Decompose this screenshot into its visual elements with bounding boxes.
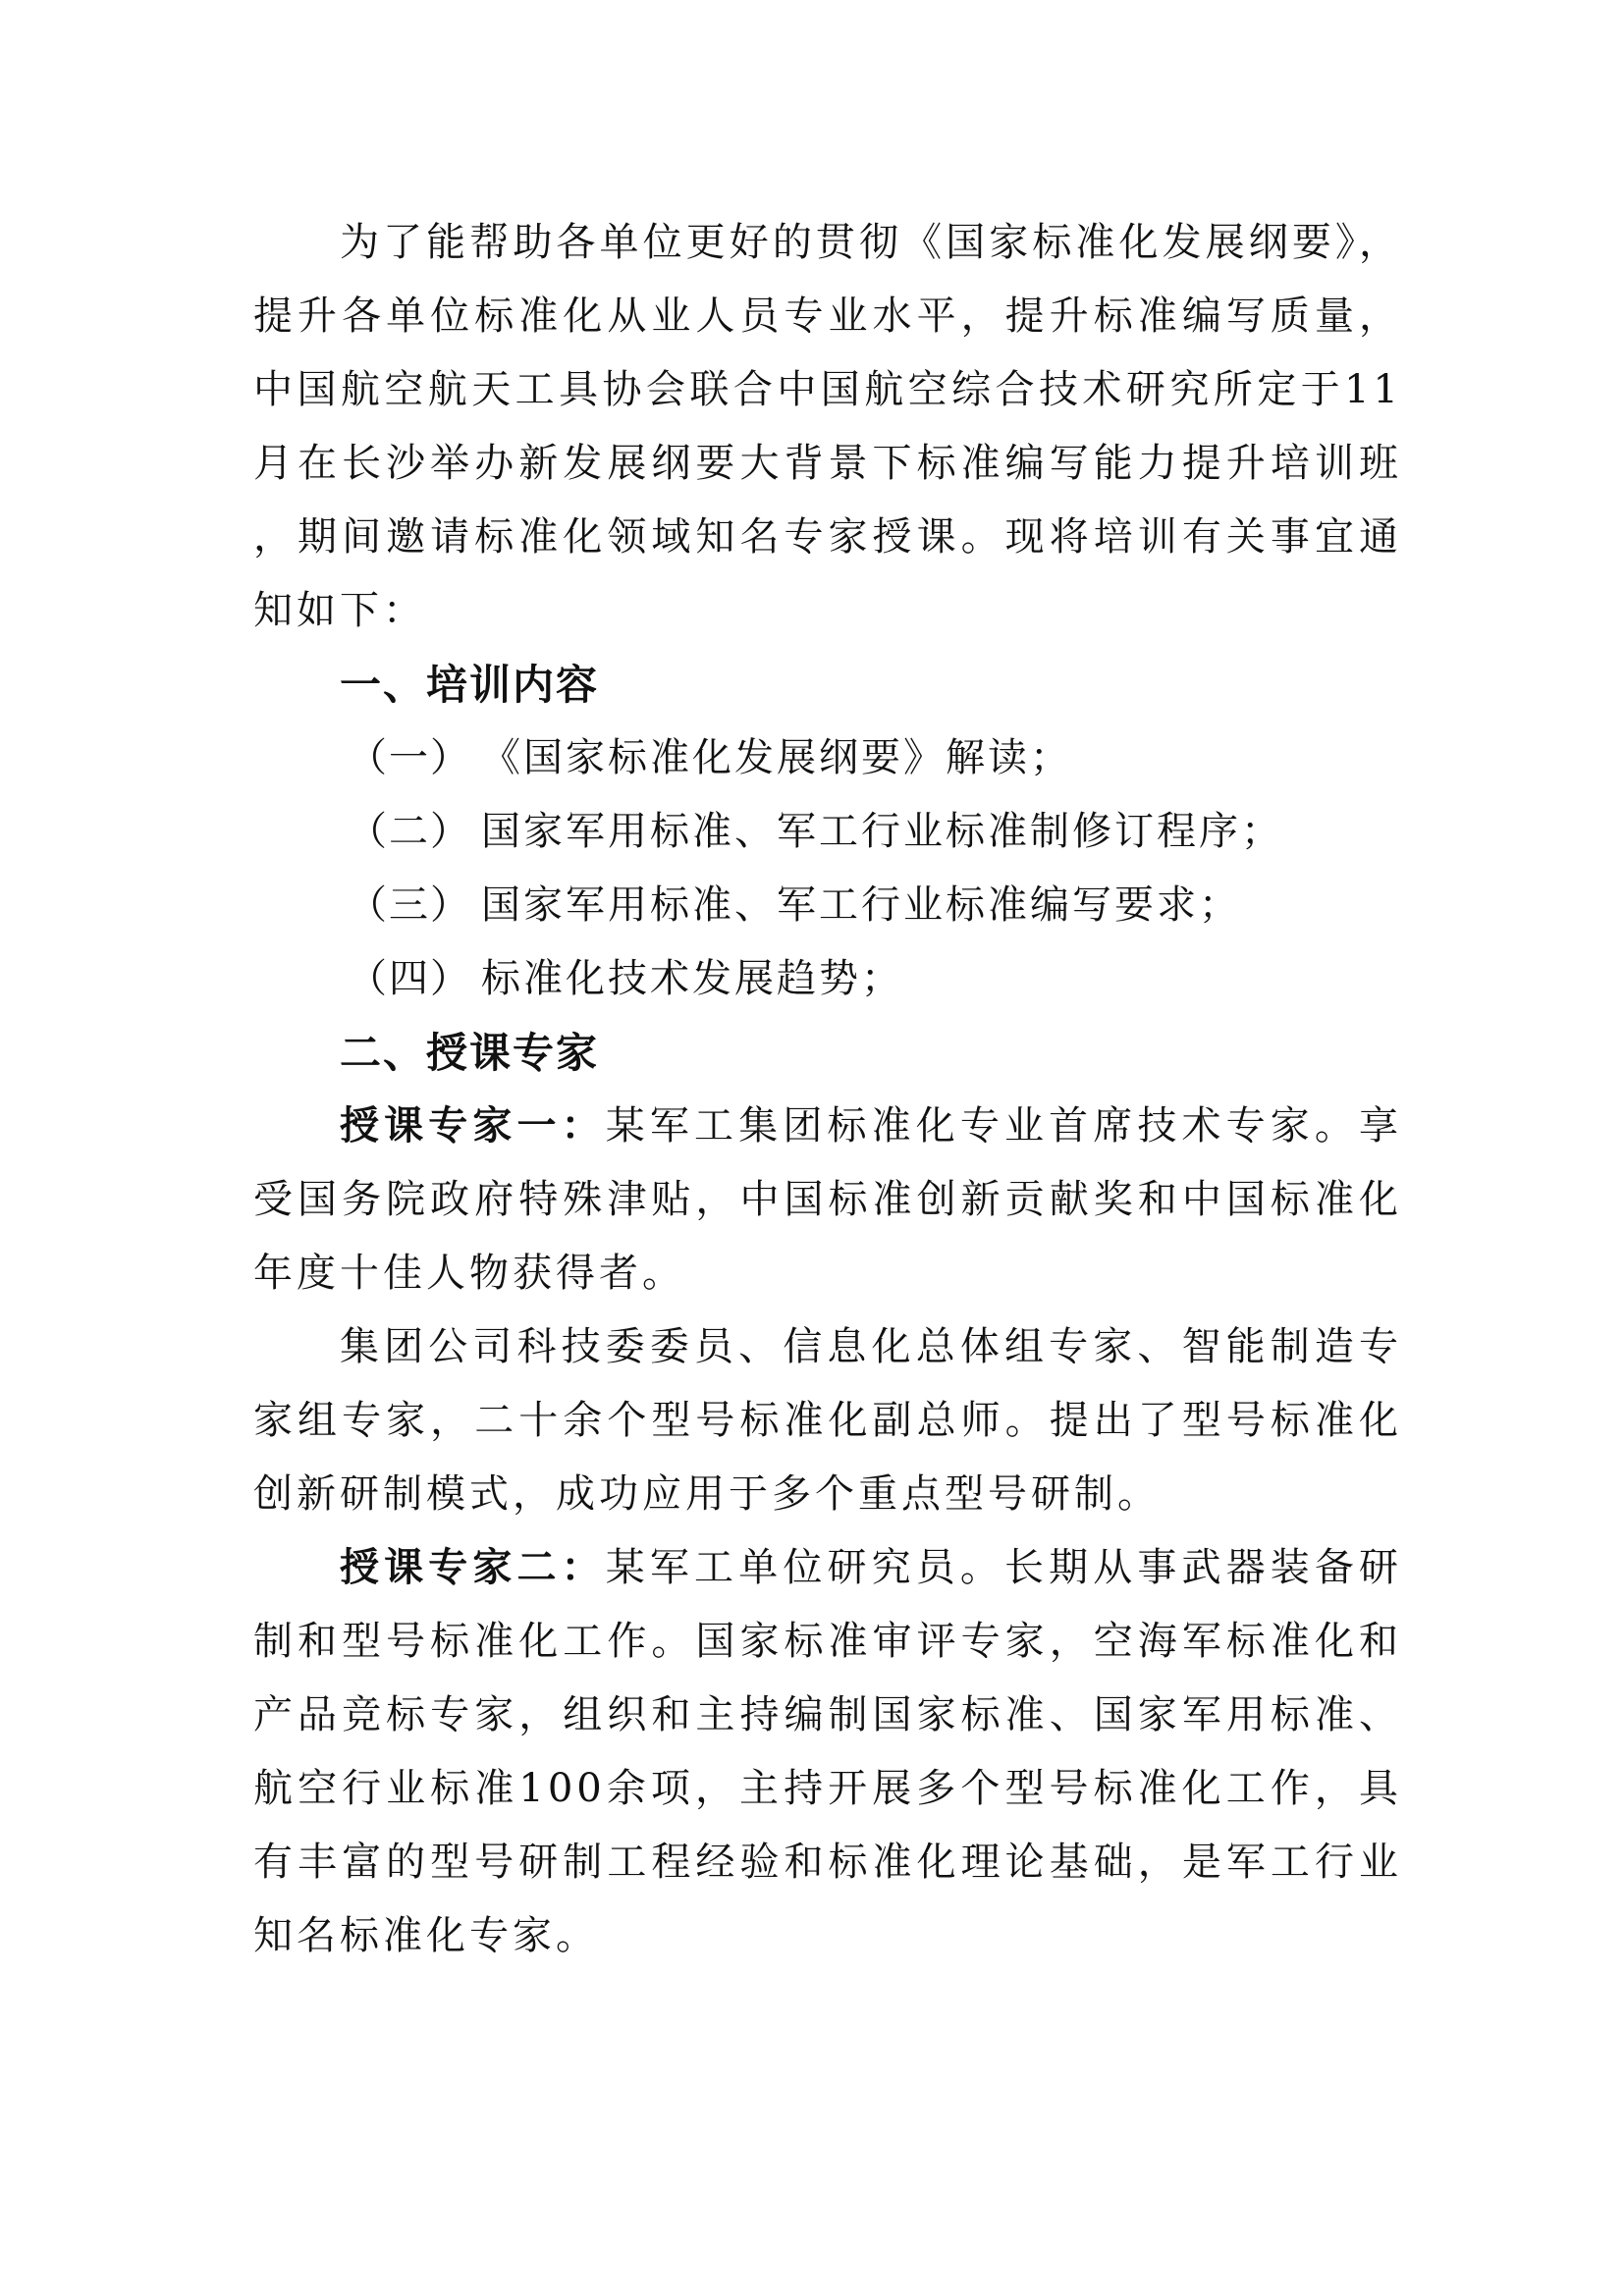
list-item-number: （一） (348, 735, 471, 780)
list-item-number: （二） (348, 809, 471, 854)
list-item (253, 721, 1402, 795)
section-heading-training-content: 一、培训内容 (340, 661, 600, 709)
list-item-text: 标准化技术发展趋势； (481, 956, 903, 1001)
section-heading-experts: 二、授课专家 (340, 1029, 600, 1077)
list-item-number: （三） (348, 882, 471, 928)
document-body (253, 206, 1402, 1973)
expert-two-text: 某军工单位研究员。长期从事武器装备研制和型号标准化工作。国家标准审评专家，空海军标准化和产品竞标专家，组织和主持编制国家标准、国家军用标准、航空行业标准100余项，主持开展多个型号标准化工作，具有丰富的型号研制工程经验和标准化理论基础，是军工行业知名标准化专家。 (253, 1545, 1403, 1958)
intro-paragraph: 为了能帮助各单位更好的贯彻《国家标准化发展纲要》，提升各单位标准化从业人员专业水平，提升标准编写质量，中国航空航天工具协会联合中国航空综合技术研究所定于11月在长沙举办新发展纲要大背景下标准编写能力提升培训班，期间邀请标准化领域知名专家授课。现将培训有关事宜通知如下： (253, 220, 1402, 633)
list-item-text: 《国家标准化发展纲要》解读； (481, 735, 1072, 780)
expert-two-paragraph (253, 1531, 1402, 1973)
list-item (253, 869, 1402, 942)
expert-one-more-paragraph: 集团公司科技委委员、信息化总体组专家、智能制造专家组专家，二十余个型号标准化副总师。提出了型号标准化创新研制模式，成功应用于多个重点型号研制。 (253, 1324, 1402, 1517)
training-content-list (253, 721, 1402, 1016)
list-item (253, 795, 1402, 869)
list-item-number: （四） (348, 956, 471, 1001)
expert-one-paragraph (253, 1090, 1402, 1310)
list-item (253, 942, 1402, 1016)
expert-one-text: 某军工集团标准化专业首席技术专家。享受国务院政府特殊津贴，中国标准创新贡献奖和中国标准化年度十佳人物获得者。 (253, 1103, 1403, 1296)
expert-two-lead: 授课专家二： (340, 1545, 606, 1590)
list-item-text: 国家军用标准、军工行业标准制修订程序； (481, 809, 1283, 854)
list-item-text: 国家军用标准、军工行业标准编写要求； (481, 882, 1241, 928)
expert-one-lead: 授课专家一： (340, 1103, 606, 1148)
